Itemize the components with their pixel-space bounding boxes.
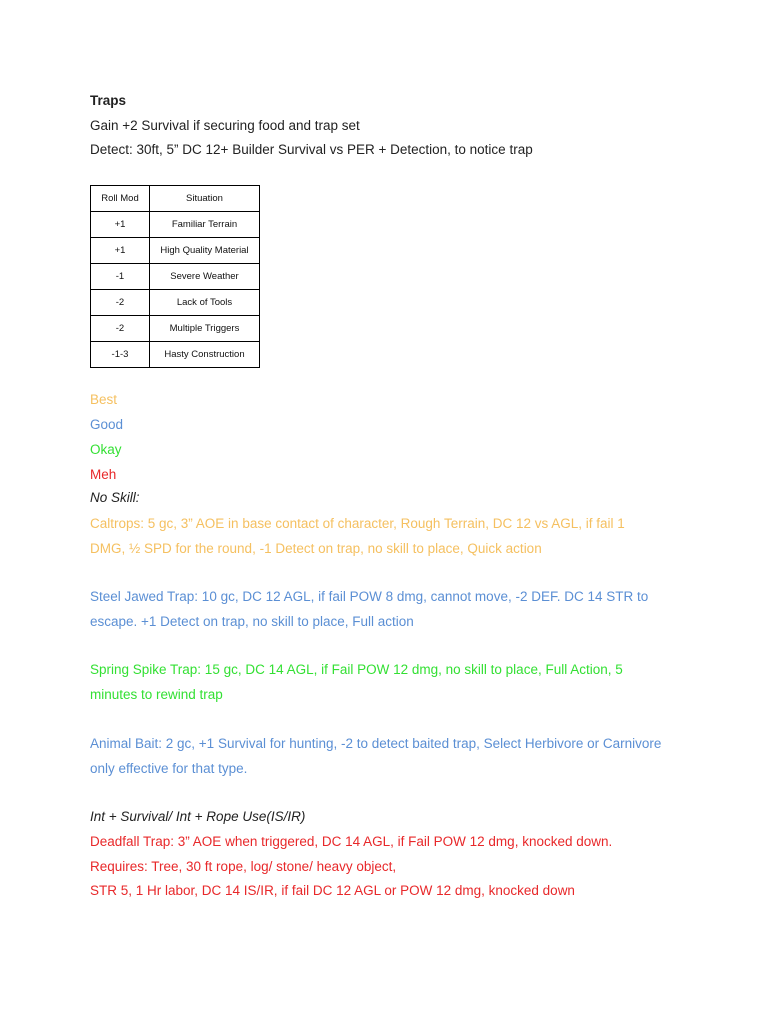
deadfall-requires-line: Requires: Tree, 30 ft rope, log/ stone/ heavy object, (90, 859, 397, 874)
table-header-cell: Situation (150, 186, 260, 212)
table-cell: Hasty Construction (150, 342, 260, 368)
table-row (91, 316, 260, 342)
table-cell: -2 (91, 316, 150, 342)
table-cell: +1 (91, 212, 150, 238)
table-cell: +1 (91, 238, 150, 264)
roll-mod-table (90, 185, 260, 368)
legend-okay: Okay (90, 442, 122, 457)
table-cell: Multiple Triggers (150, 316, 260, 342)
section-title: Traps (90, 93, 127, 108)
steel-jawed-trap-line: escape. +1 Detect on trap, no skill to place, Full action (90, 614, 414, 629)
table-cell: -1-3 (91, 342, 150, 368)
legend-meh: Meh (90, 467, 117, 482)
table-row (91, 290, 260, 316)
deadfall-trap-line: Deadfall Trap: 3” AOE when triggered, DC 14 AGL, if Fail POW 12 dmg, knocked down. (90, 834, 613, 849)
steel-jawed-trap-line: Steel Jawed Trap: 10 gc, DC 12 AGL, if fail POW 8 dmg, cannot move, -2 DEF. DC 14 STR to (90, 589, 649, 604)
caltrops-entry-line: DMG, ½ SPD for the round, -1 Detect on trap, no skill to place, Quick action (90, 541, 542, 556)
table-cell: -1 (91, 264, 150, 290)
table-cell: High Quality Material (150, 238, 260, 264)
table-row (91, 342, 260, 368)
legend-best: Best (90, 392, 118, 407)
detect-text: Detect: 30ft, 5” DC 12+ Builder Survival vs PER + Detection, to notice trap (90, 142, 533, 157)
int-survival-heading: Int + Survival/ Int + Rope Use(IS/IR) (90, 809, 306, 824)
table-header-cell: Roll Mod (91, 186, 150, 212)
table-cell: -2 (91, 290, 150, 316)
animal-bait-line: Animal Bait: 2 gc, +1 Survival for hunting, -2 to detect baited trap, Select Herbivore or Carnivore (90, 736, 662, 751)
table-row (91, 264, 260, 290)
table-row (91, 238, 260, 264)
table-cell: Severe Weather (150, 264, 260, 290)
deadfall-requirements-line: STR 5, 1 Hr labor, DC 14 IS/IR, if fail DC 12 AGL or POW 12 dmg, knocked down (90, 883, 575, 898)
legend-good: Good (90, 417, 124, 432)
table-cell: Lack of Tools (150, 290, 260, 316)
caltrops-entry-line: Caltrops: 5 gc, 3” AOE in base contact of character, Rough Terrain, DC 12 vs AGL, if fail 1 (90, 516, 625, 531)
table-cell: Familiar Terrain (150, 212, 260, 238)
survival-bonus-text: Gain +2 Survival if securing food and trap set (90, 118, 360, 133)
animal-bait-line: only effective for that type. (90, 761, 248, 776)
no-skill-heading: No Skill: (90, 490, 140, 505)
table-header-row (91, 186, 260, 212)
spring-spike-trap-line: minutes to rewind trap (90, 687, 223, 702)
table-row (91, 212, 260, 238)
spring-spike-trap-line: Spring Spike Trap: 15 gc, DC 14 AGL, if Fail POW 12 dmg, no skill to place, Full Action, 5 (90, 662, 623, 677)
